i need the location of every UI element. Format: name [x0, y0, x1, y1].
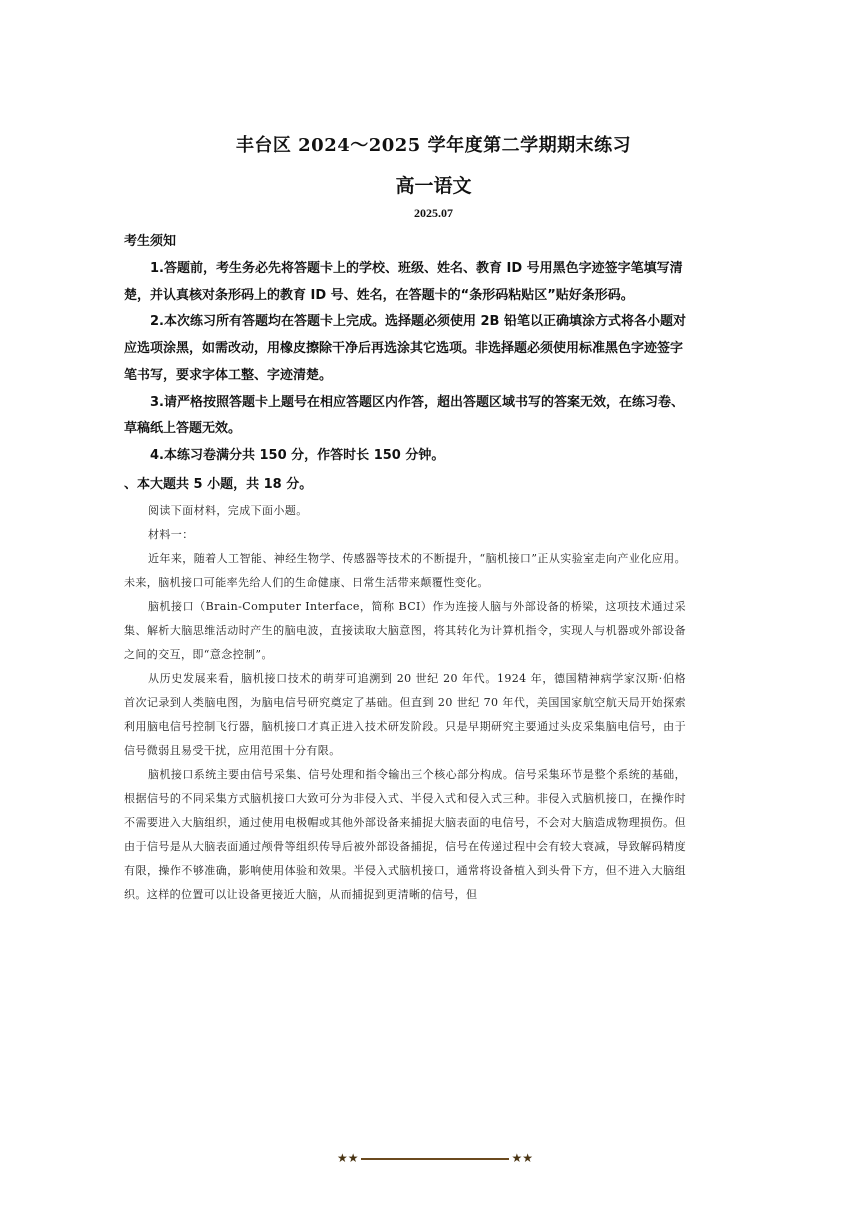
- paragraph: 脑机接口系统主要由信号采集、信号处理和指令输出三个核心部分构成。信号采集环节是整个系统的基础，根据信号的不同采集方式脑机接口大致可分为非侵入式、半侵入式和侵入式三种。非侵入式脑机接口，在操作时不需要进入大脑组织，通过使用电极帽或其他外部设备来捕捉大脑表面的电信号，不会对大脑造成物理损伤。但由于信号是从大脑表面通过颅骨等组织传导后被外部设备捕捉，信号在传递过程中会有较大衰减，导致解码精度有限，操作不够准确，影响使用体验和效果。半侵入式脑机接口，通常将设备植入到头骨下方，但不进入大脑组织。这样的位置可以让设备更接近大脑，从而捕捉到更清晰的信号，但: [124, 768, 686, 901]
- paragraph: 阅读下面材料，完成下面小题。: [148, 504, 308, 517]
- note-item: 3.请严格按照答题卡上题号在相应答题区内作答，超出答题区域书写的答案无效，在练习卷、草稿纸上答题无效。: [124, 394, 684, 437]
- paragraph: 从历史发展来看，脑机接口技术的萌芽可追溯到 20 世纪 20 年代。1924 年，德国精神病学家汉斯·伯格首次记录到人类脑电图，为脑电信号研究奠定了基础。但直到 20 世纪 70 年代，美国国家航空航天局开始探索利用脑电信号控制飞行器，脑机接口才真正进入技术研发阶段。只是早期研究主要通过头皮采集脑电信号，由于信号微弱且易受干扰，应用范围十分有限。: [124, 672, 686, 757]
- paragraph: 近年来，随着人工智能、神经生物学、传感器等技术的不断提升，“脑机接口”正从实验室走向产业化应用。未来，脑机接口可能率先给人们的生命健康、日常生活带来颠覆性变化。: [124, 552, 686, 589]
- note-item: 1.答题前，考生务必先将答题卡上的学校、班级、姓名、教育 ID 号用黑色字迹签字笔填写清楚，并认真核对条形码上的教育 ID 号、姓名，在答题卡的“条形码粘贴区”贴好条形码。: [124, 261, 683, 303]
- note-item: 2.本次练习所有答题均在答题卡上完成。选择题必须使用 2B 铅笔以正确填涂方式将各小题对应选项涂黑，如需改动，用橡皮擦除干净后再选涂其它选项。非选择题必须使用标准黑色字迹签字笔书写，要求字体工整、字迹清楚。: [124, 314, 686, 383]
- page-footer-ornament: [337, 1151, 533, 1165]
- document-title: 丰台区 2024～2025 学年度第二学期期末练习: [235, 135, 632, 156]
- document-subtitle: 高一语文: [395, 175, 472, 197]
- document-date: 2025.07: [414, 206, 453, 220]
- notes-heading: 考生须知: [124, 234, 177, 249]
- reading-material: [124, 499, 686, 907]
- note-item: 4.本练习卷满分共 150 分，作答时长 150 分钟。: [150, 447, 445, 463]
- notes-list: [124, 256, 690, 470]
- paragraph: 脑机接口（Brain-Computer Interface，简称 BCI）作为连接人脑与外部设备的桥梁，这项技术通过采集、解析大脑思维活动时产生的脑电波，直接读取大脑意图，将其转化为计算机指令，实现人与机器或外部设备之间的交互，即“意念控制”。: [124, 600, 686, 661]
- paragraph: 材料一：: [148, 528, 194, 541]
- footer-divider: [361, 1158, 509, 1160]
- section-heading: 、本大题共 5 小题，共 18 分。: [124, 477, 313, 492]
- star-icon: ★★: [337, 1151, 359, 1165]
- star-icon: ★★: [511, 1151, 533, 1165]
